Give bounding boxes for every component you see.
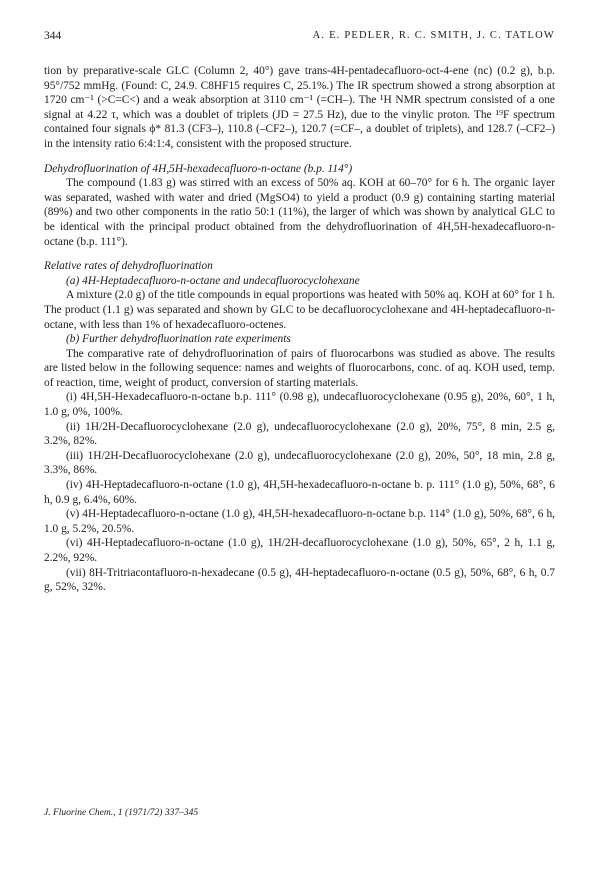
subsection-heading: (a) 4H-Heptadecafluoro-n-octane and undecafluorocyclohexane bbox=[66, 274, 360, 287]
list-item: (ii) 1H/2H-Decafluorocyclohexane (2.0 g), undecafluorocyclohexane (2.0 g), 20%, 75°, 8 min, 2.5 g, 3.2%, 82%. bbox=[44, 420, 555, 448]
paragraph: The comparative rate of dehydrofluorination of pairs of fluorocarbons was studied as above. The results are listed below in the following sequence: names and weights of fluorocarbons, conc. of aq. KOH used, temp. of reaction, time, weight of product, conversion of starting materials. bbox=[44, 347, 555, 389]
list-item: (i) 4H,5H-Hexadecafluoro-n-octane b.p. 111° (0.98 g), undecafluorocyclohexane (0.95 g), 20%, 60°, 1 h, 1.0 g, 0%, 100%. bbox=[44, 391, 555, 419]
page-number: 344 bbox=[44, 30, 62, 42]
list-item: (iv) 4H-Heptadecafluoro-n-octane (1.0 g), 4H,5H-hexadecafluoro-n-octane b. p. 111° (1.0 g), 50%, 68°, 6 h, 0.9 g, 6.4%, 60%. bbox=[44, 479, 555, 506]
article-body bbox=[44, 64, 555, 595]
list-item: (iii) 1H/2H-Decafluorocyclohexane (2.0 g), undecafluorocyclohexane (2.0 g), 20%, 50°, 18 min, 2.8 g, 3.3%, 86%. bbox=[44, 449, 555, 477]
paragraph: The compound (1.83 g) was stirred with an excess of 50% aq. KOH at 60–70° for 6 h. The organic layer was separated, washed with water and dried (MgSO4) to yield a product (0.9 g) containing starting material (89%) and two other components in the ratio 50:1 (11%), the larger of which was shown by analytical GLC to be identical with the principal product obtained from the dehydrofluorination of 4H,5H-hexadecafluoro-n-octane (b.p. 111°). bbox=[44, 177, 555, 248]
list-item: (vii) 8H-Tritriacontafluoro-n-hexadecane (0.5 g), 4H-heptadecafluoro-n-octane (0.5 g), 50%, 68°, 6 h, 0.7 g, 52%, 32%. bbox=[44, 566, 555, 594]
subsection-heading: (b) Further dehydrofluorination rate experiments bbox=[66, 333, 291, 346]
paragraph: tion by preparative-scale GLC (Column 2, 40°) gave trans-4H-pentadecafluoro-oct-4-ene (nc) (0.2 g), b.p. 95°/752 mmHg. (Found: C, 24.9. C8HF15 requires C, 25.1%.) The IR spectrum showed a strong absorption at 1720 cm⁻¹ (>C=C<) and a weak absorption at 3110 cm⁻¹ (=CH–). The ¹H NMR spectrum consisted of a one signal at 4.22 τ, which was a doublet of triplets (JD = 27.5 Hz), due to the vinylic proton. The ¹⁹F spectrum contained four signals ϕ* 81.3 (CF3–), 110.8 (–CF2–), 120.7 (=CF–, a doublet of triplets), and 128.7 (–CF2–) in the intensity ratio 6:4:1:4, consistent with the proposed structure. bbox=[44, 65, 555, 150]
paragraph: A mixture (2.0 g) of the title compounds in equal proportions was heated with 50% aq. KOH at 60° for 1 h. The product (1.1 g) was separated and shown by GLC to be decafluorocyclohexane and 4H-heptadecafluoro-n-octane, with less than 1% of hexadecafluoro-octenes. bbox=[44, 289, 555, 331]
page-footer: J. Fluorine Chem., 1 (1971/72) 337–345 bbox=[44, 808, 199, 818]
list-item: (v) 4H-Heptadecafluoro-n-octane (1.0 g), 4H,5H-hexadecafluoro-n-octane b.p. 114° (1.0 g), 50%, 68°, 6 h, 1.0 g, 5.2%, 20.5%. bbox=[44, 508, 555, 535]
list-item: (vi) 4H-Heptadecafluoro-n-octane (1.0 g), 1H/2H-decafluorocyclohexane (1.0 g), 50%, 65°, 2 h, 1.1 g, 2.2%, 92%. bbox=[44, 537, 555, 564]
page-header bbox=[44, 30, 555, 44]
section-heading: Dehydrofluorination of 4H,5H-hexadecafluoro-n-octane (b.p. 114°) bbox=[44, 162, 353, 175]
running-head: A. E. PEDLER, R. C. SMITH, J. C. TATLOW bbox=[312, 30, 555, 41]
section-heading: Relative rates of dehydrofluorination bbox=[44, 260, 213, 273]
